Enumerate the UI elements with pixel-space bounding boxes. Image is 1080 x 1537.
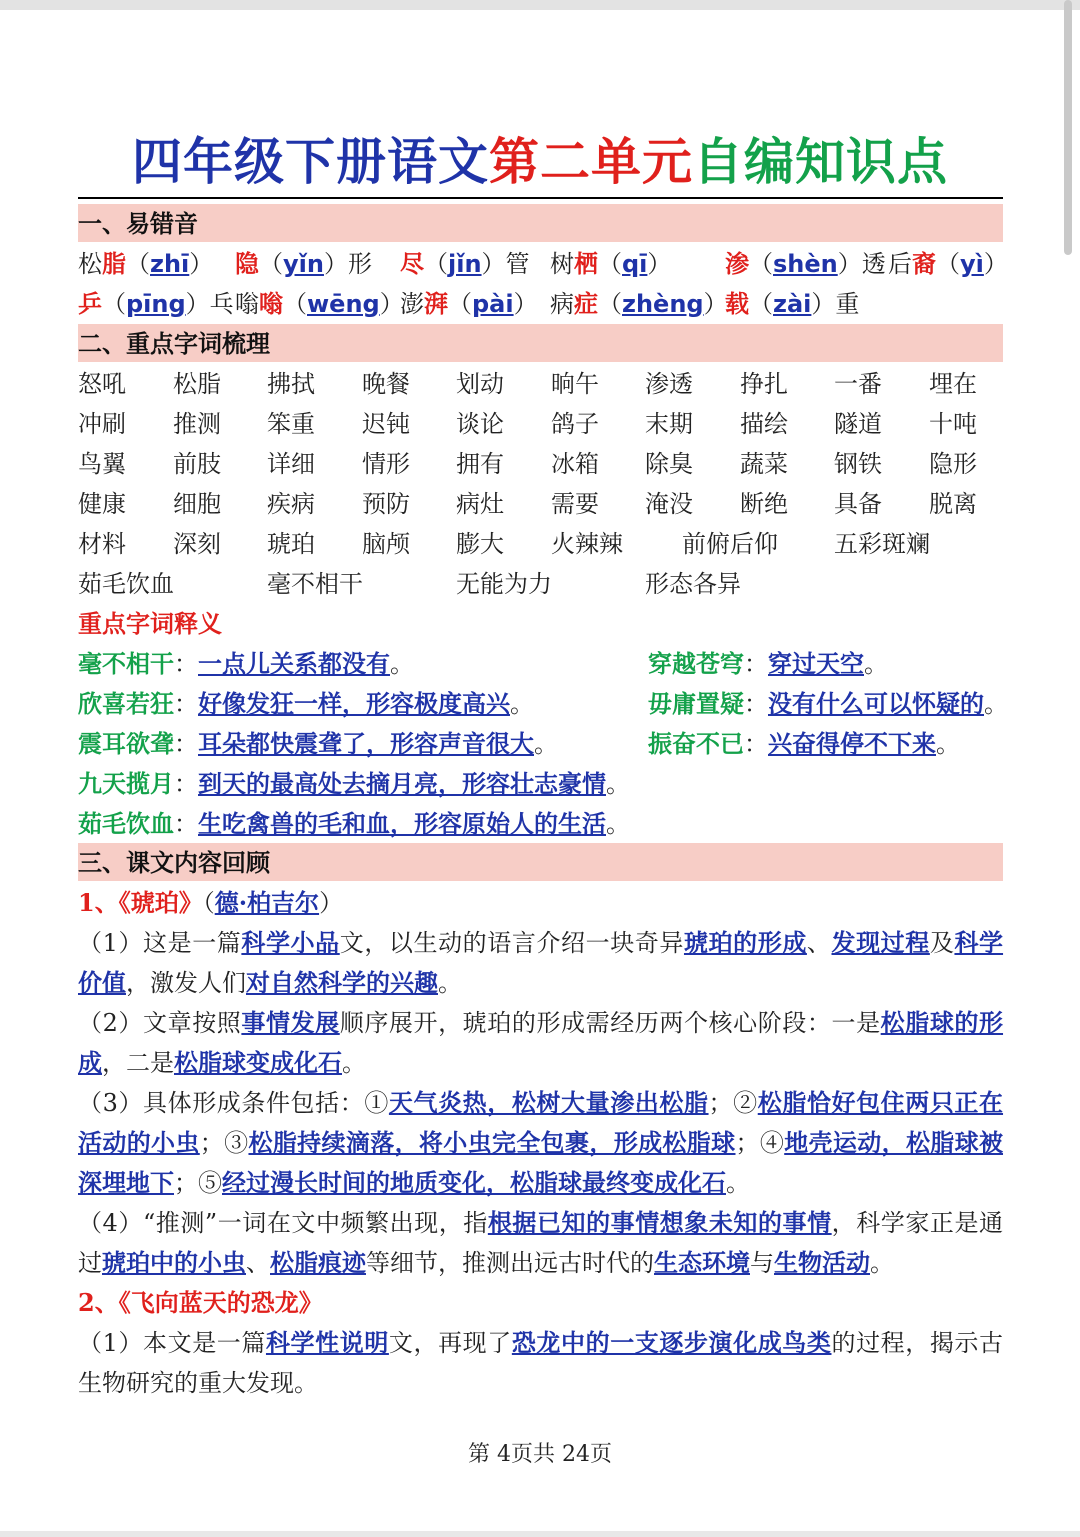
vocab-word: 淹没 (645, 490, 693, 518)
body-text: （1）本文是一篇 (78, 1329, 266, 1357)
body-text: 。 (726, 1169, 750, 1197)
pinyin-target-char: 乒 (78, 289, 102, 318)
pinyin-reading: yì (960, 250, 984, 278)
body-text: ，二是 (102, 1049, 174, 1077)
pinyin-reading: qī (622, 250, 648, 278)
pinyin-context: 管 (505, 250, 530, 278)
vocab-word: 冰箱 (551, 450, 599, 478)
vocab-word: 冲刷 (78, 410, 126, 438)
body-text: 。 (342, 1049, 366, 1077)
title-divider (78, 197, 1003, 199)
key-phrase: 生物活动 (774, 1248, 870, 1277)
meaning-item: 九天揽月：到天的最高处去摘月亮，形容壮志豪情。 (78, 769, 630, 798)
body-text: 。 (438, 969, 462, 997)
vocab-word: 脑颅 (362, 530, 410, 558)
pinyin-target-char: 载 (725, 289, 749, 318)
body-text: （2）文章按照 (78, 1009, 242, 1037)
body-text: 顺序展开，琥珀的形成需经历两个核心阶段：一是 (339, 1009, 881, 1037)
pinyin-context: 树 (550, 250, 574, 278)
body-text: （4）“推测”一词在文中频繁出现，指 (78, 1209, 488, 1237)
key-phrase: 科学小品 (241, 928, 340, 957)
pinyin-item: 渗（shèn）透 (725, 249, 886, 278)
body-text: ，激发人们 (126, 969, 246, 997)
pinyin-item: 后裔（yì） (888, 249, 1008, 278)
pinyin-context: 透 (861, 250, 886, 278)
pinyin-target-char: 湃 (424, 289, 448, 318)
vocab-word: 迟钝 (362, 410, 410, 438)
key-phrase: 科学性说明 (265, 1328, 389, 1357)
pinyin-item: 乒（pīng）乓 (78, 289, 234, 318)
page-number: 第 4页共 24页 (468, 1442, 612, 1467)
meaning-term: 穿越苍穹 (648, 649, 744, 678)
meaning-definition: 生吃禽兽的毛和血，形容原始人的生活 (198, 809, 606, 838)
body-text: 、 (246, 1249, 270, 1277)
meaning-item: 穿越苍穹：穿过天空。 (648, 649, 888, 678)
pinyin-context: 乓 (209, 290, 234, 318)
vocab-word: 断绝 (740, 490, 788, 518)
pinyin-item: 载（zài）重 (725, 289, 860, 318)
vocab-word: 具备 (834, 490, 882, 518)
vocab-word: 疾病 (267, 490, 315, 518)
vocab-word: 推测 (173, 410, 221, 438)
lesson1-para-4 (78, 1203, 1003, 1283)
meaning-definition: 穿过天空 (768, 649, 864, 678)
body-text: ，科学家正是通过 (78, 1209, 1004, 1277)
vocab-word: 鸽子 (551, 410, 599, 438)
vocab-word: 情形 (362, 450, 410, 478)
meaning-term: 九天揽月 (78, 769, 174, 798)
body-text: （1）这是一篇 (78, 929, 242, 957)
vocab-word: 需要 (551, 490, 599, 518)
vocab-word: 一番 (834, 370, 882, 398)
pinyin-reading: wēng (307, 290, 380, 318)
pinyin-item: 树栖（qī） (550, 249, 672, 278)
key-phrase: 松脂球的形成 (78, 1008, 1004, 1077)
body-text: ；② (708, 1089, 758, 1117)
vocab-word: 隧道 (834, 410, 882, 438)
pinyin-reading: yǐn (283, 250, 324, 278)
pinyin-reading: pīng (126, 290, 186, 318)
lesson1-para-1 (78, 923, 1003, 1003)
pinyin-target-char: 症 (574, 289, 598, 318)
pinyin-target-char: 渗 (725, 249, 749, 278)
vocab-word: 拥有 (456, 450, 504, 478)
meaning-definition: 好像发狂一样，形容极度高兴 (198, 689, 510, 718)
body-text: ；④ (735, 1129, 785, 1157)
title-part-3: 自编知识点 (693, 132, 948, 191)
meaning-definition: 到天的最高处去摘月亮，形容壮志豪情 (198, 769, 606, 798)
title-part-2: 第二单元 (489, 132, 693, 191)
pinyin-target-char: 栖 (574, 249, 598, 278)
lesson1-para-2 (78, 1003, 1003, 1083)
pinyin-reading: zhèng (622, 290, 704, 318)
section-heading-vocabulary: 二、重点字词梳理 (78, 324, 1003, 362)
vocab-word: 茹毛饮血 (78, 570, 174, 598)
meaning-term: 毋庸置疑 (648, 689, 744, 718)
vocab-word: 五彩斑斓 (834, 530, 930, 558)
vocab-word: 毫不相干 (267, 570, 363, 598)
key-phrase: 事情发展 (241, 1008, 340, 1037)
vocab-word: 晌午 (551, 370, 599, 398)
body-text: 。 (870, 1249, 894, 1277)
meaning-term: 毫不相干 (78, 649, 174, 678)
vocab-word: 预防 (362, 490, 410, 518)
body-text: 与 (750, 1249, 774, 1277)
title-part-1: 四年级下册语文 (132, 132, 489, 191)
key-phrase: 根据已知的事情想象未知的事情 (487, 1208, 832, 1237)
pinyin-context: 形 (347, 250, 372, 278)
lesson2-title: 2、《飞向蓝天的恐龙》 (78, 1288, 323, 1317)
pinyin-item: 嗡嗡（wēng） (235, 289, 404, 318)
vocab-word: 拂拭 (267, 370, 315, 398)
key-phrase: 松脂持续滴落，将小虫完全包裹，形成松脂球 (248, 1128, 736, 1157)
pinyin-context: 澎 (400, 290, 424, 318)
section-heading-pronunciation: 一、易错音 (78, 204, 1003, 242)
vocab-word: 十吨 (929, 410, 977, 438)
vocab-word: 深刻 (173, 530, 221, 558)
meaning-term: 欣喜若狂 (78, 689, 174, 718)
key-phrase: 松脂恰好包住两只正在活动的小虫 (78, 1088, 1004, 1157)
key-phrase: 地壳运动，松脂球被深埋地下 (78, 1128, 1004, 1197)
vocab-word: 笨重 (267, 410, 315, 438)
vocab-word: 松脂 (173, 370, 221, 398)
meaning-item: 振奋不已：兴奋得停不下来。 (648, 729, 960, 758)
vocab-word: 埋在 (929, 370, 977, 398)
key-phrase: 对自然科学的兴趣 (246, 968, 438, 997)
vocab-word: 前肢 (173, 450, 221, 478)
key-phrase: 天气炎热，松树大量渗出松脂 (388, 1088, 709, 1117)
vocab-word: 病灶 (456, 490, 504, 518)
vocab-word: 末期 (645, 410, 693, 438)
pinyin-reading: zài (773, 290, 812, 318)
body-text: （3）具体形成条件包括：① (78, 1089, 389, 1117)
pinyin-target-char: 尽 (400, 249, 424, 278)
pinyin-reading: pài (472, 290, 514, 318)
vocab-word: 琥珀 (267, 530, 315, 558)
lesson1-heading: 1、《琥珀》（德·柏吉尔） (78, 888, 344, 917)
vocab-word: 除臭 (645, 450, 693, 478)
pinyin-reading: zhī (150, 250, 190, 278)
vocab-word: 怒吼 (78, 370, 126, 398)
vocab-word: 挣扎 (740, 370, 788, 398)
body-text: 文，再现了 (388, 1329, 512, 1357)
meaning-item: 毋庸置疑：没有什么可以怀疑的。 (648, 689, 1008, 718)
vocab-word: 鸟翼 (78, 450, 126, 478)
pinyin-context: 嗡 (235, 290, 259, 318)
pinyin-target-char: 脂 (102, 249, 126, 278)
meaning-item: 毫不相干：一点儿关系都没有。 (78, 649, 414, 678)
lesson2-para-1 (78, 1323, 1003, 1403)
vocab-word: 谈论 (456, 410, 504, 438)
vocab-word: 健康 (78, 490, 126, 518)
vocab-word: 前俯后仰 (682, 530, 778, 558)
pinyin-reading: shèn (773, 250, 838, 278)
key-phrase: 生态环境 (654, 1248, 750, 1277)
vocab-word: 形态各异 (645, 570, 741, 598)
pinyin-item: 病症（zhèng） (550, 289, 728, 318)
lesson1-author: 德·柏吉尔 (214, 888, 320, 917)
vocab-word: 渗透 (645, 370, 693, 398)
lesson1-para-3 (78, 1083, 1003, 1203)
pinyin-target-char: 裔 (912, 249, 936, 278)
key-phrase: 松脂痕迹 (270, 1248, 366, 1277)
key-phrase: 松脂球变成化石 (174, 1048, 342, 1077)
body-text: 文，以生动的语言介绍一块奇异 (339, 929, 684, 957)
key-phrase: 琥珀中的小虫 (102, 1248, 246, 1277)
pinyin-item: 尽（jǐn）管 (400, 249, 530, 278)
page-title (0, 122, 1080, 194)
body-text: ；⑤ (174, 1169, 222, 1197)
vocab-word: 划动 (456, 370, 504, 398)
pinyin-context: 病 (550, 290, 574, 318)
pinyin-item: 松脂（zhī） (78, 249, 214, 278)
body-text: ；③ (199, 1129, 249, 1157)
pinyin-target-char: 嗡 (259, 289, 283, 318)
vocab-word: 无能为力 (456, 570, 552, 598)
vocab-word: 材料 (78, 530, 126, 558)
body-text: 的过程，揭示古生物研究的重大发现。 (78, 1329, 1004, 1397)
meaning-term: 茹毛饮血 (78, 809, 174, 838)
pinyin-target-char: 隐 (235, 249, 259, 278)
section-heading-review: 三、课文内容回顾 (78, 843, 1003, 881)
vocab-word: 细胞 (173, 490, 221, 518)
key-phrase: 琥珀的形成 (683, 928, 807, 957)
meaning-item: 茹毛饮血：生吃禽兽的毛和血，形容原始人的生活。 (78, 809, 630, 838)
key-phrase: 科学价值 (78, 928, 1004, 997)
vocab-word: 脱离 (929, 490, 977, 518)
lesson1-title: 1、《琥珀》 (78, 888, 203, 917)
pinyin-item: 澎湃（pài） (400, 289, 538, 318)
vocab-word: 火辣辣 (551, 530, 623, 558)
pinyin-context: 后 (888, 250, 912, 278)
body-text: 等细节，推测出远古时代的 (366, 1249, 654, 1277)
key-phrase: 发现过程 (831, 928, 930, 957)
vocab-word: 描绘 (740, 410, 788, 438)
key-phrase: 恐龙中的一支逐步演化成鸟类 (511, 1328, 832, 1357)
meaning-definition: 一点儿关系都没有 (198, 649, 390, 678)
vocab-word: 隐形 (929, 450, 977, 478)
meaning-item: 欣喜若狂：好像发狂一样，形容极度高兴。 (78, 689, 534, 718)
meaning-term: 振奋不已 (648, 729, 744, 758)
pinyin-context: 松 (78, 250, 102, 278)
pinyin-context: 重 (835, 290, 860, 318)
vocab-word: 蔬菜 (740, 450, 788, 478)
key-phrase: 经过漫长时间的地质变化，松脂球最终变成化石 (222, 1168, 726, 1197)
body-text: 、 (806, 929, 832, 957)
bottom-bar (0, 1531, 1080, 1537)
vocab-word: 钢铁 (834, 450, 882, 478)
vocab-word: 膨大 (456, 530, 504, 558)
meaning-item: 震耳欲聋：耳朵都快震聋了，形容声音很大。 (78, 729, 558, 758)
vocab-word: 晚餐 (362, 370, 410, 398)
meaning-definition: 兴奋得停不下来 (768, 729, 936, 758)
pinyin-reading: jǐn (448, 250, 482, 278)
body-text: 及 (929, 929, 955, 957)
meaning-heading: 重点字词释义 (78, 609, 222, 638)
vocab-word: 详细 (267, 450, 315, 478)
meaning-definition: 耳朵都快震聋了，形容声音很大 (198, 729, 534, 758)
meaning-definition: 没有什么可以怀疑的 (768, 689, 984, 718)
pinyin-item: 隐（yǐn）形 (235, 249, 372, 278)
top-bar (0, 0, 1080, 10)
meaning-term: 震耳欲聋 (78, 729, 174, 758)
